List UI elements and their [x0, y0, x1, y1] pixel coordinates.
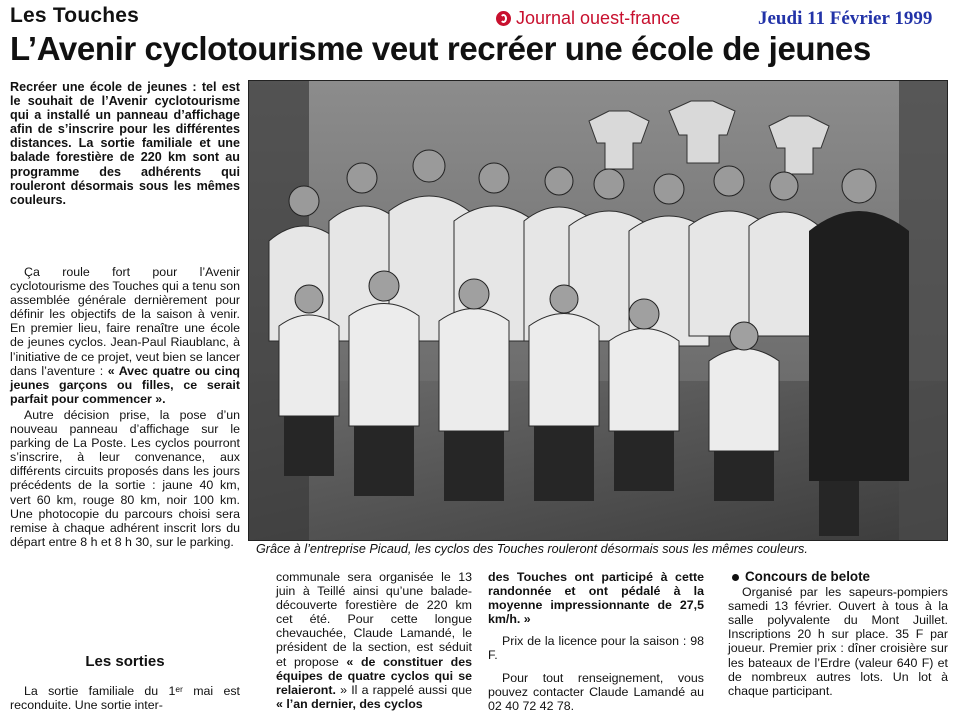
- belote-title-text: Concours de belote: [745, 569, 870, 584]
- quote-text: « l’an dernier, des cyclos: [276, 696, 423, 711]
- paragraph: Organisé par les sapeurs-pompiers samedi 13 février. Ouvert à tous à la salle polyvalente du Mont Juillet. Inscriptions 20 h sur place. 35 F par joueur. Premier prix : dîner croisière sur les bateaux de l’Erdre (valeur 640 F) et de nombreux autres lots. Un lot à chaque participant.: [728, 585, 948, 698]
- article-column-1-continued: [10, 684, 240, 712]
- paragraph-text: » Il a rappelé aussi que: [335, 682, 472, 697]
- ouest-france-logo-icon: [496, 11, 511, 26]
- group-photo: [248, 80, 948, 541]
- newspaper-source: [496, 8, 680, 29]
- photo-illustration: [249, 81, 947, 540]
- photo-caption: Grâce à l’entreprise Picaud, les cyclos des Touches rouleront désormais sous les mêmes couleurs.: [256, 542, 808, 556]
- quote-text: « de constituer des équipes de quatre cyclos qui se relaieront.: [276, 654, 472, 697]
- newspaper-name: Journal ouest-france: [516, 8, 681, 28]
- paragraph: [10, 265, 240, 406]
- quote-text: « Avec quatre ou cinq jeunes garçons ou filles, ce serait parfait pour commencer ».: [10, 363, 240, 406]
- bullet-icon: [732, 574, 739, 581]
- belote-brief: [728, 570, 948, 698]
- article-column-2: [276, 570, 472, 711]
- publication-date: Jeudi 11 Février 1999: [758, 8, 933, 29]
- article-lead: Recréer une école de jeunes : tel est le souhait de l’Avenir cyclotourisme qui a installé un panneau d’affichage afin de s’inscrire pour les différentes distances. La sortie familiale et une balade forestière de 220 km sont au programme des adhérents qui rouleront désormais sous les mêmes couleurs.: [10, 80, 240, 207]
- paragraph: [276, 570, 472, 711]
- paragraph: Pour tout renseignement, vous pouvez contacter Claude Lamandé au 02 40 72 42 78.: [488, 670, 704, 713]
- paragraph-text: Ça roule fort pour l’Avenir cyclotourisme des Touches qui a tenu son assemblée générale dernièrement pour définir les objectifs de la saison à venir. En premier lieu, faire renaître une école de jeunes cyclos. Jean-Paul Riaublanc, à l’initiative de ce projet, veut bien se lancer dans l’aventure :: [10, 265, 240, 378]
- paragraph: Autre décision prise, la pose d’un nouveau panneau d’affichage sur le parking de La Poste. Les cyclos pourront s’inscrire, à leur convenance, aux différents circuits proposés dans les jours précédents de la sortie : jaune 40 km, vert 60 km, rouge 80 km, noir 100 km. Une photocopie du parcours choisi sera remise à chaque adhérent inscrit lors du départ entre 8 h et 8 h 30, sur le parking.: [10, 407, 240, 549]
- paragraph: La sortie familiale du 1ᵉʳ mai est reconduite. Une sortie inter-: [10, 684, 240, 713]
- locality-heading: Les Touches: [10, 4, 140, 27]
- quote-text: des Touches ont participé à cette randonnée et ont pédalé à la moyenne impressionnante de 27,5 km/h. »: [488, 570, 704, 627]
- section-title-sorties: Les sorties: [85, 653, 165, 670]
- paragraph-text: communale sera organisée le 13 juin à Teillé ainsi qu’une balade-découverte forestière de 220 km cet été. Pour cette longue chevauchée, Claude Lamandé, le président de la section, est séduit et propose: [276, 570, 472, 669]
- article-column-1: [10, 265, 240, 549]
- paragraph: Prix de la licence pour la saison : 98 F.: [488, 634, 704, 663]
- article-column-3: [488, 570, 704, 713]
- belote-title: [728, 570, 948, 584]
- article-headline: L’Avenir cyclotourisme veut recréer une école de jeunes: [10, 30, 871, 67]
